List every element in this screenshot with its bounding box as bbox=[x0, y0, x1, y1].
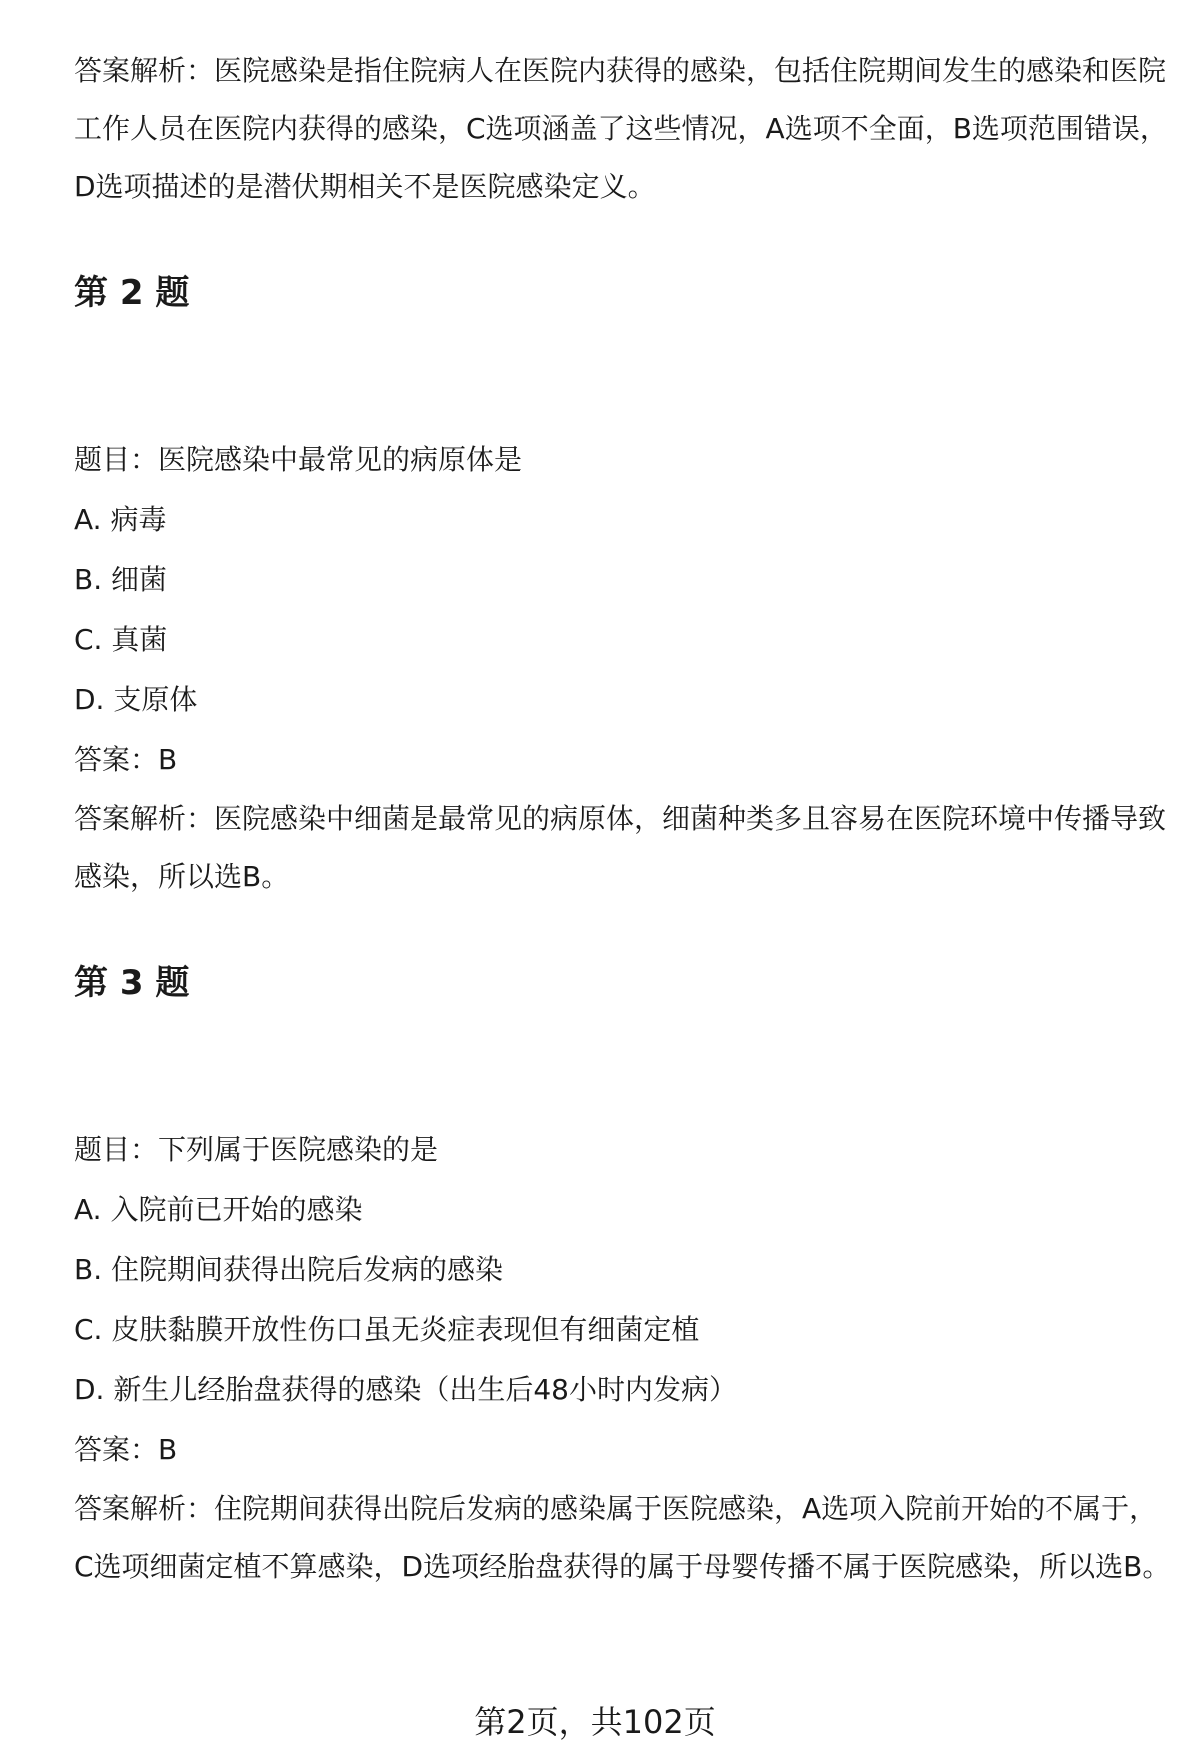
option-c: C. 皮肤黏膜开放性伤口虽无炎症表现但有细菌定植 bbox=[74, 1313, 700, 1346]
option-b: B. 细菌 bbox=[74, 563, 168, 596]
question-heading: 第 2 题 bbox=[74, 273, 190, 313]
option-a: A. 病毒 bbox=[74, 503, 167, 536]
option-c: C. 真菌 bbox=[74, 623, 168, 656]
question-stem: 题目：医院感染中最常见的病原体是 bbox=[74, 443, 523, 476]
answer: 答案：B bbox=[74, 1433, 178, 1466]
answer-analysis: 答案解析：住院期间获得出院后发病的感染属于医院感染，A选项入院前开始的不属于，C选项细菌定植不算感染，D选项经胎盘获得的属于母婴传播不属于医院感染，所以选B。 bbox=[74, 1492, 1171, 1583]
answer: 答案：B bbox=[74, 743, 178, 776]
question-2 bbox=[74, 268, 1174, 906]
q1-analysis: 答案解析：医院感染是指住院病人在医院内获得的感染，包括住院期间发生的感染和医院工作人员在医院内获得的感染，C选项涵盖了这些情况，A选项不全面，B选项范围错误，D选项描述的是潜伏期相关不是医院感染定义。 bbox=[74, 54, 1168, 203]
question-heading: 第 3 题 bbox=[74, 963, 190, 1003]
page-footer: 第2页，共102页 bbox=[474, 1703, 716, 1741]
answer-analysis: 答案解析：医院感染中细菌是最常见的病原体，细菌种类多且容易在医院环境中传播导致感染，所以选B。 bbox=[74, 802, 1167, 893]
option-b: B. 住院期间获得出院后发病的感染 bbox=[74, 1253, 504, 1286]
option-d: D. 支原体 bbox=[74, 683, 198, 716]
option-a: A. 入院前已开始的感染 bbox=[74, 1193, 363, 1226]
document-page bbox=[74, 42, 1174, 1596]
question-stem: 题目：下列属于医院感染的是 bbox=[74, 1133, 439, 1166]
option-d: D. 新生儿经胎盘获得的感染（出生后48小时内发病） bbox=[74, 1373, 737, 1406]
question-3 bbox=[74, 958, 1174, 1596]
